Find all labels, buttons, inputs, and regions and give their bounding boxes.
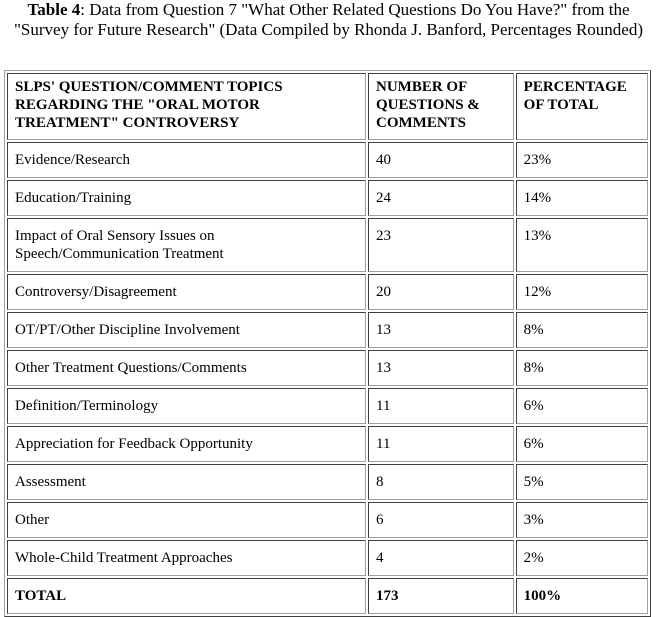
cell-number: 6 xyxy=(368,502,514,538)
table-row xyxy=(7,180,648,216)
total-number: 173 xyxy=(368,578,514,614)
header-topics: SLPS' QUESTION/COMMENT TOPICS REGARDING THE "ORAL MOTOR TREATMENT" CONTROVERSY xyxy=(7,73,366,140)
cell-topic: Whole-Child Treatment Approaches xyxy=(7,540,366,576)
table-row xyxy=(7,426,648,462)
table-row xyxy=(7,388,648,424)
cell-number: 20 xyxy=(368,274,514,310)
table-row xyxy=(7,540,648,576)
cell-number: 40 xyxy=(368,142,514,178)
table-row xyxy=(7,218,648,272)
cell-percentage: 13% xyxy=(516,218,648,272)
table-row xyxy=(7,142,648,178)
cell-topic: Appreciation for Feedback Opportunity xyxy=(7,426,366,462)
survey-data-table xyxy=(4,70,651,617)
cell-topic: Evidence/Research xyxy=(7,142,366,178)
cell-percentage: 23% xyxy=(516,142,648,178)
cell-topic: Other Treatment Questions/Comments xyxy=(7,350,366,386)
total-percentage: 100% xyxy=(516,578,648,614)
cell-topic: Controversy/Disagreement xyxy=(7,274,366,310)
cell-topic: Education/Training xyxy=(7,180,366,216)
total-label: TOTAL xyxy=(7,578,366,614)
table-caption xyxy=(0,0,657,40)
cell-number: 8 xyxy=(368,464,514,500)
cell-topic: Other xyxy=(7,502,366,538)
cell-percentage: 6% xyxy=(516,388,648,424)
cell-percentage: 5% xyxy=(516,464,648,500)
table-caption-label: Table 4 xyxy=(27,0,81,19)
cell-percentage: 12% xyxy=(516,274,648,310)
cell-percentage: 2% xyxy=(516,540,648,576)
table-row xyxy=(7,312,648,348)
table-row xyxy=(7,464,648,500)
table-caption-text: : Data from Question 7 "What Other Related Questions Do You Have?" from the "Survey for Future Research" (Data Compiled by Rhonda J. Banford, Percentages Rounded) xyxy=(13,0,644,39)
cell-percentage: 3% xyxy=(516,502,648,538)
cell-number: 24 xyxy=(368,180,514,216)
table-total-row xyxy=(7,578,648,614)
header-percentage: PERCENTAGE OF TOTAL xyxy=(516,73,648,140)
header-number: NUMBER OF QUESTIONS & COMMENTS xyxy=(368,73,514,140)
cell-percentage: 6% xyxy=(516,426,648,462)
cell-number: 11 xyxy=(368,426,514,462)
cell-percentage: 8% xyxy=(516,350,648,386)
cell-number: 13 xyxy=(368,312,514,348)
cell-number: 4 xyxy=(368,540,514,576)
cell-topic: Assessment xyxy=(7,464,366,500)
cell-number: 13 xyxy=(368,350,514,386)
cell-percentage: 8% xyxy=(516,312,648,348)
cell-percentage: 14% xyxy=(516,180,648,216)
table-row xyxy=(7,502,648,538)
table-row xyxy=(7,350,648,386)
cell-number: 11 xyxy=(368,388,514,424)
data-table-container xyxy=(4,70,651,617)
cell-topic: OT/PT/Other Discipline Involvement xyxy=(7,312,366,348)
cell-topic: Definition/Terminology xyxy=(7,388,366,424)
cell-topic: Impact of Oral Sensory Issues on Speech/Communication Treatment xyxy=(7,218,366,272)
cell-number: 23 xyxy=(368,218,514,272)
table-row xyxy=(7,274,648,310)
table-header-row xyxy=(7,73,648,140)
